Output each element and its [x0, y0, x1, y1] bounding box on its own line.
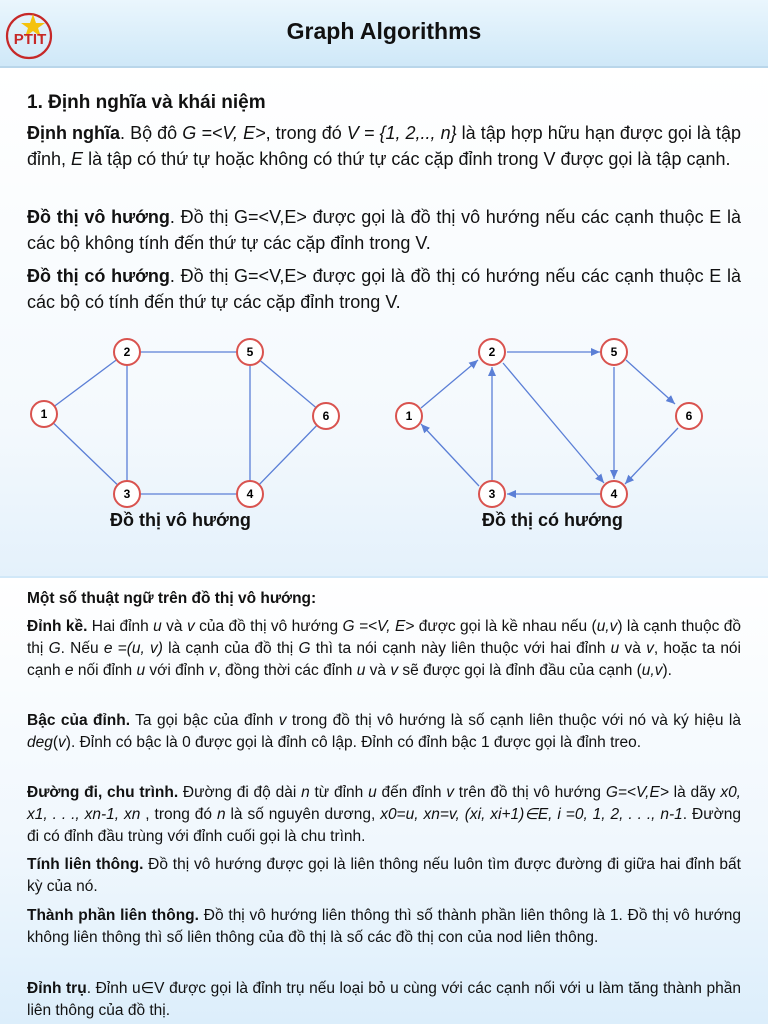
svg-text:1: 1 — [405, 409, 413, 423]
edge — [44, 352, 127, 414]
text: Đường đi độ dài — [178, 784, 302, 801]
terminology-panel — [0, 578, 768, 1024]
text: v — [446, 784, 454, 801]
connectivity-paragraph — [27, 854, 741, 898]
text: là cạnh của đồ thị — [162, 640, 299, 657]
edge — [250, 352, 326, 416]
text: Đồ thị vô hướng liên thông thì số thành phần liên thông là 1. Đồ thị vô hướng không liên thông thì số liên thông của đồ thị là số các đồ thị con của nod liên thông. — [27, 907, 741, 946]
text: v — [646, 640, 654, 657]
text: n — [301, 784, 310, 801]
components-paragraph — [27, 905, 741, 949]
edge — [503, 363, 604, 483]
text: . Đồ thị G=<V,E> được gọi là đồ thị có hướng nếu các cạnh thuộc E là các bộ có tính đến thứ tự các cặp đỉnh trong V. — [27, 266, 742, 312]
text: u,v — [596, 618, 618, 635]
text: e — [64, 662, 74, 679]
svg-text:5: 5 — [246, 345, 254, 359]
text: v — [58, 734, 66, 751]
text: G=<V,E> — [605, 784, 669, 801]
adjacency-paragraph — [27, 616, 741, 682]
text: được gọi là kề nhau nếu ( — [414, 618, 597, 635]
svg-text:3: 3 — [488, 487, 496, 501]
svg-text:PTIT: PTIT — [13, 31, 47, 48]
edge — [44, 414, 127, 494]
node-3 — [114, 481, 140, 507]
text: u,v — [641, 662, 663, 679]
undirected-caption: Đồ thị vô hướng — [110, 510, 251, 530]
node-5 — [601, 339, 627, 365]
text: . Nếu — [60, 640, 104, 657]
text: là tập có thứ tự hoặc không có thứ tự các cặp đỉnh trong V được gọi là tập cạnh. — [83, 149, 731, 169]
svg-text:2: 2 — [488, 345, 496, 359]
text: . Đỉnh u∈V được gọi là đỉnh trụ nếu loại bỏ u cùng với các cạnh nối với u làm tăng thành phần liên thông của đồ thị. — [27, 980, 741, 1019]
graph-illustrations — [0, 330, 768, 530]
text: là tập hợp hữu hạn được gọi là tập đỉnh, — [27, 123, 741, 169]
text: u — [153, 618, 162, 635]
text: với đỉnh — [145, 662, 209, 679]
node-6 — [676, 403, 702, 429]
directed-paragraph — [27, 263, 741, 315]
text: thì ta nói cạnh này liên thuộc với hai đỉnh — [310, 640, 611, 657]
edge — [625, 428, 678, 484]
text: . Đồ thị G=<V,E> được gọi là đồ thị vô hướng nếu các cạnh thuộc E là các bộ không tính đến thứ tự các cặp đỉnh trong V. — [27, 207, 742, 253]
definitions-panel — [0, 68, 768, 576]
term: Định nghĩa — [27, 123, 121, 143]
text: , đồng thời các đỉnh — [216, 662, 357, 679]
term: Đồ thị vô hướng — [27, 207, 170, 227]
degree-paragraph — [27, 710, 741, 754]
text: v — [186, 618, 195, 635]
text: ). — [662, 662, 672, 679]
text: . Đường đi có đỉnh đầu trùng với đỉnh cuối gọi là chu trình. — [27, 806, 741, 845]
node-1 — [396, 403, 422, 429]
cut-vertex-paragraph — [27, 978, 741, 1022]
text: đến đỉnh — [376, 784, 447, 801]
node-5 — [237, 339, 263, 365]
edge — [250, 416, 326, 494]
text: sẽ được gọi là đỉnh đầu của cạnh ( — [398, 662, 642, 679]
node-3 — [479, 481, 505, 507]
svg-text:1: 1 — [40, 407, 48, 421]
svg-text:5: 5 — [610, 345, 618, 359]
text: u — [136, 662, 146, 679]
text: Ta gọi bậc của đỉnh — [130, 712, 279, 729]
text: trong đồ thị vô hướng là số cạnh liên thuộc với nó và ký hiệu là — [286, 712, 741, 729]
node-2 — [114, 339, 140, 365]
text: Hai đỉnh — [87, 618, 154, 635]
text: v — [390, 662, 399, 679]
svg-text:2: 2 — [123, 345, 131, 359]
text: n — [216, 806, 226, 823]
text: u — [368, 784, 377, 801]
text: v — [278, 712, 287, 729]
directed-caption: Đồ thị có hướng — [482, 510, 623, 530]
text: u — [356, 662, 366, 679]
node-1 — [31, 401, 57, 427]
term: Đỉnh trụ — [27, 980, 87, 997]
node-4 — [237, 481, 263, 507]
text: v — [208, 662, 217, 679]
svg-text:3: 3 — [123, 487, 131, 501]
text: V = {1, 2,.., n} — [346, 123, 457, 143]
text: trên đồ thị vô hướng — [453, 784, 606, 801]
text: E — [71, 149, 84, 169]
slide-header — [0, 0, 768, 68]
undirected-graph — [44, 352, 326, 494]
graph-nodes — [31, 339, 702, 507]
text: G =<V, E> — [342, 618, 415, 635]
text: deg — [27, 734, 53, 751]
edge — [421, 360, 478, 408]
text: e =(u, v) — [103, 640, 163, 657]
directed-graph — [421, 352, 678, 494]
svg-text:6: 6 — [685, 409, 693, 423]
term: Đường đi, chu trình. — [27, 784, 179, 801]
text: G =<V, E> — [182, 123, 266, 143]
text: Đồ thị vô hướng được gọi là liên thông nếu luôn tìm được đường đi giữa hai đỉnh bất kỳ của nó. — [27, 856, 741, 895]
text: và — [365, 662, 391, 679]
text: x0, x1, . . ., xn-1, xn — [27, 784, 741, 823]
node-6 — [313, 403, 339, 429]
term: Đồ thị có hướng — [27, 266, 170, 286]
text: là dãy — [668, 784, 721, 801]
term: Bậc của đỉnh. — [27, 712, 131, 729]
text: , hoặc ta nói cạnh — [27, 640, 741, 679]
edge — [626, 360, 675, 404]
text: và — [161, 618, 187, 635]
text: ). Đỉnh có bậc là 0 được gọi là đỉnh cô lập. Đỉnh có đỉnh bậc 1 được gọi là đỉnh treo. — [65, 734, 642, 751]
term: Tính liên thông. — [27, 856, 144, 873]
edge — [421, 424, 479, 486]
text: nối đỉnh — [73, 662, 137, 679]
text: , trong đó — [140, 806, 217, 823]
text: của đồ thị vô hướng — [194, 618, 343, 635]
text: , trong đó — [265, 123, 347, 143]
definition-paragraph — [27, 120, 741, 172]
text: ) là cạnh thuộc đồ thị — [27, 618, 741, 657]
svg-text:4: 4 — [610, 487, 618, 501]
svg-text:4: 4 — [246, 487, 254, 501]
undirected-paragraph — [27, 204, 741, 256]
page-title: Graph Algorithms — [286, 18, 482, 44]
text: từ đỉnh — [309, 784, 369, 801]
term: Thành phần liên thông. — [27, 907, 199, 924]
text: u — [610, 640, 620, 657]
term: Đỉnh kề. — [27, 618, 88, 635]
node-2 — [479, 339, 505, 365]
section-title: Một số thuật ngữ trên đồ thị vô hướng: — [27, 590, 317, 607]
text: là số nguyên dương, — [225, 806, 381, 823]
section-title: 1. Định nghĩa và khái niệm — [27, 92, 266, 113]
text: ( — [52, 734, 59, 751]
text: G — [298, 640, 311, 657]
svg-text:6: 6 — [322, 409, 330, 423]
text: và — [619, 640, 647, 657]
text: x0=u, xn=v, (xi, xi+1)∈E, i =0, 1, 2, . . ., n-1 — [380, 806, 683, 823]
text: G — [48, 640, 61, 657]
text: . Bộ đô — [120, 123, 183, 143]
path-paragraph — [27, 782, 741, 848]
node-4 — [601, 481, 627, 507]
